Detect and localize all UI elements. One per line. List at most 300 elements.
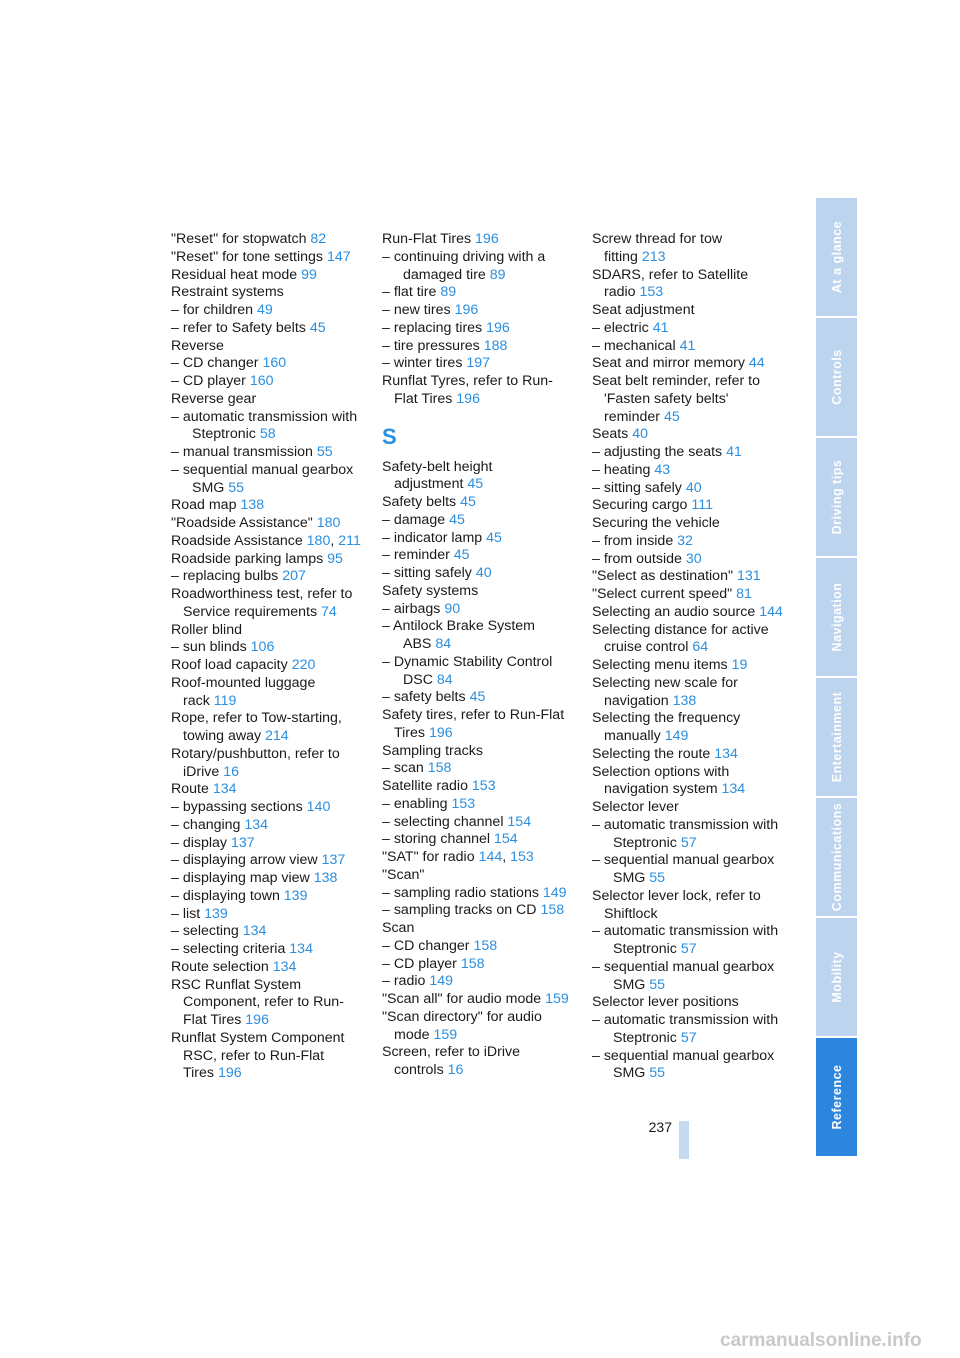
page-link[interactable]: 84 xyxy=(436,671,453,688)
index-subentry xyxy=(171,409,363,445)
page-link[interactable]: 95 xyxy=(327,550,343,567)
page-link[interactable]: 81 xyxy=(736,586,752,602)
index-term: – automatic transmission with Steptronic xyxy=(592,923,779,957)
index-term: – safety belts xyxy=(382,689,466,706)
page-link[interactable]: 144 xyxy=(759,603,783,620)
page-link[interactable]: 158 xyxy=(473,937,498,954)
index-term: – automatic transmission with Steptronic xyxy=(171,408,358,443)
index-term: – sequential manual gearbox SMG xyxy=(592,1047,775,1082)
index-term: – storing channel xyxy=(382,831,491,848)
index-entry xyxy=(171,781,363,799)
index-term: Route xyxy=(171,781,209,798)
page-link[interactable]: 220 xyxy=(291,657,316,673)
section-tab-label: Controls xyxy=(829,349,844,405)
index-subentry xyxy=(592,320,784,338)
index-term: "Select current speed" xyxy=(592,586,733,602)
page-link[interactable]: 44 xyxy=(748,355,765,372)
page-link[interactable]: 158 xyxy=(460,955,485,972)
page-link[interactable]: 149 xyxy=(429,973,454,990)
index-term: Safety belts xyxy=(382,494,457,510)
index-entry xyxy=(171,586,363,622)
page-link[interactable]: 45 xyxy=(309,319,326,336)
watermark: carmanualsonline.info xyxy=(720,1330,922,1351)
section-tab-label: Driving tips xyxy=(829,459,844,535)
index-term: "Reset" for tone settings xyxy=(171,248,324,265)
page-link[interactable]: 41 xyxy=(652,319,669,336)
index-term: Screw thread for tow fitting xyxy=(592,231,723,265)
section-tab-reference[interactable] xyxy=(816,1038,857,1158)
index-term: Reverse xyxy=(171,337,224,354)
page-link[interactable]: 137 xyxy=(321,852,346,869)
index-entry xyxy=(171,249,363,267)
section-tab-label: Navigation xyxy=(829,582,844,652)
page-link[interactable]: 82 xyxy=(310,231,327,247)
page-link[interactable]: 45 xyxy=(449,511,465,528)
index-term: Selector lever xyxy=(592,799,679,815)
index-subentry xyxy=(592,533,784,551)
page-link[interactable]: 134 xyxy=(212,781,237,798)
index-subentry xyxy=(382,547,574,565)
page-link[interactable]: 159 xyxy=(545,991,569,1007)
index-subentry xyxy=(171,462,363,498)
page-link[interactable]: 89 xyxy=(440,284,457,301)
index-term: Securing the vehicle xyxy=(592,515,720,531)
index-entry xyxy=(382,373,574,409)
index-term: RSC Runflat System Component, refer to Run-Flat Tires xyxy=(171,976,344,1028)
page-link[interactable]: 139 xyxy=(204,905,228,922)
index-entry xyxy=(592,799,784,817)
index-term: – display xyxy=(171,834,227,851)
index-subentry xyxy=(592,480,784,498)
index-entry xyxy=(382,920,574,938)
page-link[interactable]: 147 xyxy=(326,248,351,265)
index-term: – replacing tires xyxy=(382,319,483,336)
index-term: Roof-mounted luggage rack xyxy=(171,674,316,709)
page-link[interactable]: 19 xyxy=(731,657,748,673)
page-link[interactable]: 119 xyxy=(213,692,237,709)
page-link[interactable]: 196 xyxy=(454,302,479,318)
page-number-bar xyxy=(679,1121,689,1159)
index-column-2 xyxy=(382,231,574,1080)
page-link[interactable]: 106 xyxy=(250,639,275,656)
index-term: Selecting distance for active cruise control xyxy=(592,621,769,656)
index-term: Run-Flat Tires xyxy=(382,231,472,247)
index-term: – scan xyxy=(382,760,424,777)
index-entry xyxy=(171,1030,363,1083)
index-term: Rotary/pushbutton, refer to iDrive xyxy=(171,745,340,780)
section-tab-controls[interactable] xyxy=(816,318,857,438)
page-link[interactable]: 74 xyxy=(321,603,337,620)
page-link[interactable]: 153 xyxy=(639,284,664,301)
page-link[interactable]: 153 xyxy=(471,778,496,794)
index-entry xyxy=(592,675,784,711)
index-term: – sampling tracks on CD xyxy=(382,902,537,919)
index-subentry xyxy=(171,852,363,870)
index-subentry xyxy=(382,284,574,302)
page-link[interactable]: 197 xyxy=(466,355,491,372)
page-link[interactable]: 58 xyxy=(259,426,276,443)
index-term: – sequential manual gearbox SMG xyxy=(592,852,775,886)
index-term: – for children xyxy=(171,302,254,318)
index-entry xyxy=(382,778,574,796)
page-link[interactable]: 158 xyxy=(427,760,452,777)
page-link[interactable]: 196 xyxy=(456,390,480,407)
index-term: Roadworthiness test, refer to Service requirements xyxy=(171,586,353,620)
page-link[interactable]: 30 xyxy=(685,550,702,567)
page-link[interactable]: 196 xyxy=(475,231,499,247)
page-link[interactable]: 196 xyxy=(428,724,453,741)
index-term: Seats xyxy=(592,426,629,443)
index-entry xyxy=(592,710,784,746)
page-link[interactable]: 55 xyxy=(316,444,333,460)
index-subentry xyxy=(382,956,574,974)
index-subentry xyxy=(382,302,574,320)
index-subentry xyxy=(171,888,363,906)
page-link[interactable]: 140 xyxy=(306,799,331,815)
page-link[interactable]: 137 xyxy=(230,834,255,851)
index-term: Safety systems xyxy=(382,582,479,599)
index-subentry xyxy=(382,902,574,920)
page-link[interactable]: 45 xyxy=(453,547,470,564)
index-term: Satellite radio xyxy=(382,778,468,794)
index-term: Scan xyxy=(382,920,415,936)
index-subentry xyxy=(382,618,574,654)
index-term: Residual heat mode xyxy=(171,266,298,283)
page-link[interactable]: 144 xyxy=(478,849,503,865)
page-link[interactable]: 196 xyxy=(217,1065,242,1082)
index-subentry xyxy=(171,320,363,338)
index-term: Securing cargo xyxy=(592,497,688,514)
index-entry xyxy=(592,764,784,800)
page-link[interactable]: 180 xyxy=(316,515,341,531)
section-tab-label: At a glance xyxy=(829,220,844,294)
index-subentry xyxy=(171,799,363,817)
index-term: – automatic transmission with Steptronic xyxy=(592,1012,779,1046)
index-subentry xyxy=(592,1012,784,1048)
page-link[interactable]: 57 xyxy=(680,834,697,851)
page-link[interactable]: 45 xyxy=(486,529,502,546)
index-term: Selector lever positions xyxy=(592,994,739,1011)
index-subentry xyxy=(592,462,784,480)
page-link[interactable]: 55 xyxy=(649,870,666,886)
index-column-1 xyxy=(171,231,363,1083)
index-term: – from outside xyxy=(592,550,682,567)
section-tab-label: Entertainment xyxy=(829,691,844,783)
page-link[interactable]: 111 xyxy=(691,497,713,514)
page-link[interactable]: 159 xyxy=(433,1026,458,1043)
index-entry xyxy=(382,1009,574,1045)
index-term: – continuing driving with a damaged tire xyxy=(382,248,546,283)
index-subentry xyxy=(382,885,574,903)
index-term: – bypassing sections xyxy=(171,799,303,815)
index-term: – damage xyxy=(382,511,446,528)
index-term: – new tires xyxy=(382,302,451,318)
page-link[interactable]: 57 xyxy=(680,1029,697,1046)
index-subentry xyxy=(382,355,574,373)
index-subentry xyxy=(382,249,574,285)
index-term: SDARS, refer to Satellite radio xyxy=(592,266,749,301)
index-subentry xyxy=(592,852,784,888)
index-term: Sampling tracks xyxy=(382,742,483,759)
index-entry xyxy=(171,657,363,675)
index-subentry xyxy=(171,870,363,888)
index-subentry xyxy=(171,906,363,924)
index-term: – Dynamic Stability Control DSC xyxy=(382,653,553,688)
index-subentry xyxy=(382,565,574,583)
page-link[interactable]: 154 xyxy=(494,831,518,848)
page-link[interactable]: 40 xyxy=(475,565,492,581)
index-term: – winter tires xyxy=(382,355,463,372)
index-entry xyxy=(171,231,363,249)
page-link[interactable]: 89 xyxy=(489,266,506,283)
index-term: – displaying map view xyxy=(171,870,310,886)
index-subentry xyxy=(382,512,574,530)
page-link[interactable]: 41 xyxy=(726,444,742,460)
page-link[interactable]: 16 xyxy=(447,1062,464,1078)
index-term: – CD changer xyxy=(171,355,259,372)
page-number: 237 xyxy=(648,1119,672,1135)
index-term: – refer to Safety belts xyxy=(171,319,306,336)
index-term: – sitting safely xyxy=(592,479,682,496)
index-entry xyxy=(171,551,363,569)
page-link[interactable]: 196 xyxy=(486,319,510,336)
index-entry xyxy=(592,302,784,320)
index-entry xyxy=(592,231,784,267)
index-entry xyxy=(592,568,784,586)
index-subentry xyxy=(382,320,574,338)
page-link[interactable]: 43 xyxy=(654,461,671,478)
index-term: – list xyxy=(171,905,201,922)
page-link[interactable]: 45 xyxy=(469,689,486,706)
page-link[interactable]: 84 xyxy=(435,636,452,652)
page-link[interactable]: 134 xyxy=(272,958,297,975)
index-entry xyxy=(171,977,363,1030)
index-subentry xyxy=(382,796,574,814)
index-term: – changing xyxy=(171,816,241,833)
page-link[interactable]: 154 xyxy=(507,813,532,830)
page-link[interactable]: 180 xyxy=(306,532,331,549)
index-column-3 xyxy=(592,231,784,1083)
section-tab-label: Communications xyxy=(829,802,844,912)
index-entry xyxy=(171,267,363,285)
page-link[interactable]: 64 xyxy=(692,639,709,656)
index-subentry xyxy=(382,938,574,956)
index-entry xyxy=(171,710,363,746)
index-entry xyxy=(382,459,574,495)
page-link[interactable]: 196 xyxy=(245,1012,269,1028)
index-term: Selecting an audio source xyxy=(592,603,756,620)
page-link[interactable]: 138 xyxy=(240,497,265,514)
page-link[interactable]: 138 xyxy=(313,870,338,886)
index-entry xyxy=(382,743,574,761)
index-term: – sequential manual gearbox SMG xyxy=(171,461,354,496)
index-subentry xyxy=(592,338,784,356)
index-subentry xyxy=(382,760,574,778)
page-link[interactable]: 139 xyxy=(283,887,308,904)
index-entry xyxy=(592,622,784,658)
index-term: Selecting the frequency manually xyxy=(592,710,741,744)
page-link[interactable]: 213 xyxy=(641,248,666,265)
page-link[interactable]: 49 xyxy=(256,302,273,318)
page-link[interactable]: 55 xyxy=(649,1065,666,1082)
section-tabs xyxy=(816,198,857,1160)
index-entry xyxy=(171,391,363,409)
page-link[interactable]: 99 xyxy=(301,266,317,283)
index-term: Selecting the route xyxy=(592,745,711,762)
page-link[interactable]: 138 xyxy=(672,692,697,709)
index-entry xyxy=(171,497,363,515)
page-link[interactable]: 153 xyxy=(451,795,476,812)
index-subentry xyxy=(171,835,363,853)
page-link[interactable]: 55 xyxy=(649,976,666,993)
page-link[interactable]: 45 xyxy=(663,408,680,425)
page-link[interactable]: 149 xyxy=(542,884,567,901)
index-subentry xyxy=(171,923,363,941)
index-term: – heating xyxy=(592,461,651,478)
index-subentry xyxy=(171,302,363,320)
page-link[interactable]: 207 xyxy=(282,568,306,585)
index-subentry xyxy=(592,551,784,569)
index-subentry xyxy=(171,373,363,391)
index-term: – tire pressures xyxy=(382,337,480,354)
index-term: – from inside xyxy=(592,532,674,549)
index-term: – manual transmission xyxy=(171,444,313,460)
section-tab-navigation[interactable] xyxy=(816,558,857,678)
index-subentry xyxy=(171,941,363,959)
index-entry xyxy=(592,497,784,515)
index-subentry xyxy=(592,444,784,462)
index-term: Safety tires, refer to Run-Flat Tires xyxy=(382,707,565,741)
page-link[interactable]: 188 xyxy=(483,337,508,354)
index-subentry xyxy=(382,814,574,832)
index-term: Roller blind xyxy=(171,621,242,638)
index-term: – CD player xyxy=(382,955,457,972)
page-link[interactable]: 153 xyxy=(510,849,534,865)
index-entry xyxy=(592,373,784,426)
index-entry xyxy=(171,675,363,711)
section-tab-communications[interactable] xyxy=(816,798,857,918)
index-entry xyxy=(382,1044,574,1080)
index-subentry xyxy=(592,1048,784,1084)
index-term: – sun blinds xyxy=(171,639,247,656)
index-subentry xyxy=(382,338,574,356)
index-entry xyxy=(592,355,784,373)
index-term: – selecting criteria xyxy=(171,941,286,957)
page-link[interactable]: 40 xyxy=(685,479,702,496)
page-link[interactable]: 211 xyxy=(338,532,361,549)
index-term: – CD player xyxy=(171,373,246,389)
section-tab-label: Mobility xyxy=(829,951,844,1003)
page-link[interactable]: 134 xyxy=(289,941,313,957)
index-entry: Roadside Assistance 180, 211 xyxy=(171,532,361,549)
index-term: Road map xyxy=(171,497,237,514)
index-term: Selection options with navigation system xyxy=(592,763,730,798)
index-entry xyxy=(592,888,784,924)
index-entry xyxy=(592,426,784,444)
index-term: "Scan" xyxy=(382,866,425,883)
page-link[interactable]: 134 xyxy=(244,816,269,833)
page-link[interactable]: 40 xyxy=(632,426,649,443)
index-subentry xyxy=(592,817,784,853)
page-link[interactable]: 57 xyxy=(680,941,697,957)
page-link[interactable]: 16 xyxy=(223,763,239,780)
page-link[interactable]: 45 xyxy=(467,476,484,493)
index-term: – mechanical xyxy=(592,337,676,354)
page-link[interactable]: 214 xyxy=(265,728,289,744)
index-term: Screen, refer to iDrive controls xyxy=(382,1044,520,1078)
index-term: – flat tire xyxy=(382,284,437,301)
index-term: – Antilock Brake System ABS xyxy=(382,618,535,652)
page-link[interactable]: 41 xyxy=(679,337,696,354)
index-term: Runflat System Component RSC, refer to Run-Flat Tires xyxy=(171,1029,345,1082)
index-term: Reverse gear xyxy=(171,390,257,407)
index-term: Runflat Tyres, refer to Run-Flat Tires xyxy=(382,373,553,407)
index-term: Safety-belt height adjustment xyxy=(382,458,493,493)
index-term: "Scan directory" for audio mode xyxy=(382,1008,542,1043)
section-tab-entertainment[interactable] xyxy=(816,678,857,798)
page-link[interactable]: 134 xyxy=(714,745,738,762)
index-entry xyxy=(592,586,784,604)
index-entry xyxy=(592,604,784,622)
index-term: – displaying arrow view xyxy=(171,852,318,869)
index-entry xyxy=(171,284,363,302)
section-tab-mobility[interactable] xyxy=(816,918,857,1038)
page-link[interactable]: 32 xyxy=(677,532,693,549)
index-term: "SAT" for radio xyxy=(382,849,475,865)
index-term: Selecting menu items xyxy=(592,657,728,673)
index-entry xyxy=(382,707,574,743)
page-link[interactable]: 90 xyxy=(444,600,461,617)
page-link[interactable]: 149 xyxy=(664,728,689,744)
index-subentry xyxy=(592,959,784,995)
index-entry xyxy=(592,657,784,675)
page-link[interactable]: 134 xyxy=(721,781,746,798)
index-entry xyxy=(592,994,784,1012)
index-term: Selecting new scale for navigation xyxy=(592,674,738,709)
index-subentry xyxy=(171,355,363,373)
index-term: – airbags xyxy=(382,600,441,617)
index-term: Roadside parking lamps xyxy=(171,550,324,567)
index-entry xyxy=(171,746,363,782)
section-tab-at-a-glance[interactable] xyxy=(816,198,857,318)
page-link[interactable]: 45 xyxy=(460,494,476,510)
section-tab-driving-tips[interactable] xyxy=(816,438,857,558)
page-link[interactable]: 131 xyxy=(736,568,761,585)
page-link[interactable]: 55 xyxy=(228,479,245,496)
page-link[interactable]: 158 xyxy=(540,902,565,919)
index-subentry xyxy=(592,923,784,959)
index-term: Seat adjustment xyxy=(592,302,695,318)
page-link[interactable]: 134 xyxy=(242,923,267,940)
index-term: Restraint systems xyxy=(171,284,284,301)
index-term: Seat and mirror memory xyxy=(592,355,745,372)
index-entry xyxy=(171,338,363,356)
index-entry xyxy=(171,622,363,640)
index-subentry xyxy=(382,654,574,690)
index-entry xyxy=(171,515,363,533)
index-subentry xyxy=(382,973,574,991)
index-subentry xyxy=(382,831,574,849)
index-subentry xyxy=(171,817,363,835)
index-term: – radio xyxy=(382,973,426,990)
index-term: – replacing bulbs xyxy=(171,568,279,585)
index-term: – adjusting the seats xyxy=(592,444,723,460)
index-term: – electric xyxy=(592,319,649,336)
page-link[interactable]: 160 xyxy=(249,373,274,389)
page-link[interactable]: 160 xyxy=(262,355,287,372)
index-term: "Reset" for stopwatch xyxy=(171,231,307,247)
index-subentry xyxy=(171,444,363,462)
